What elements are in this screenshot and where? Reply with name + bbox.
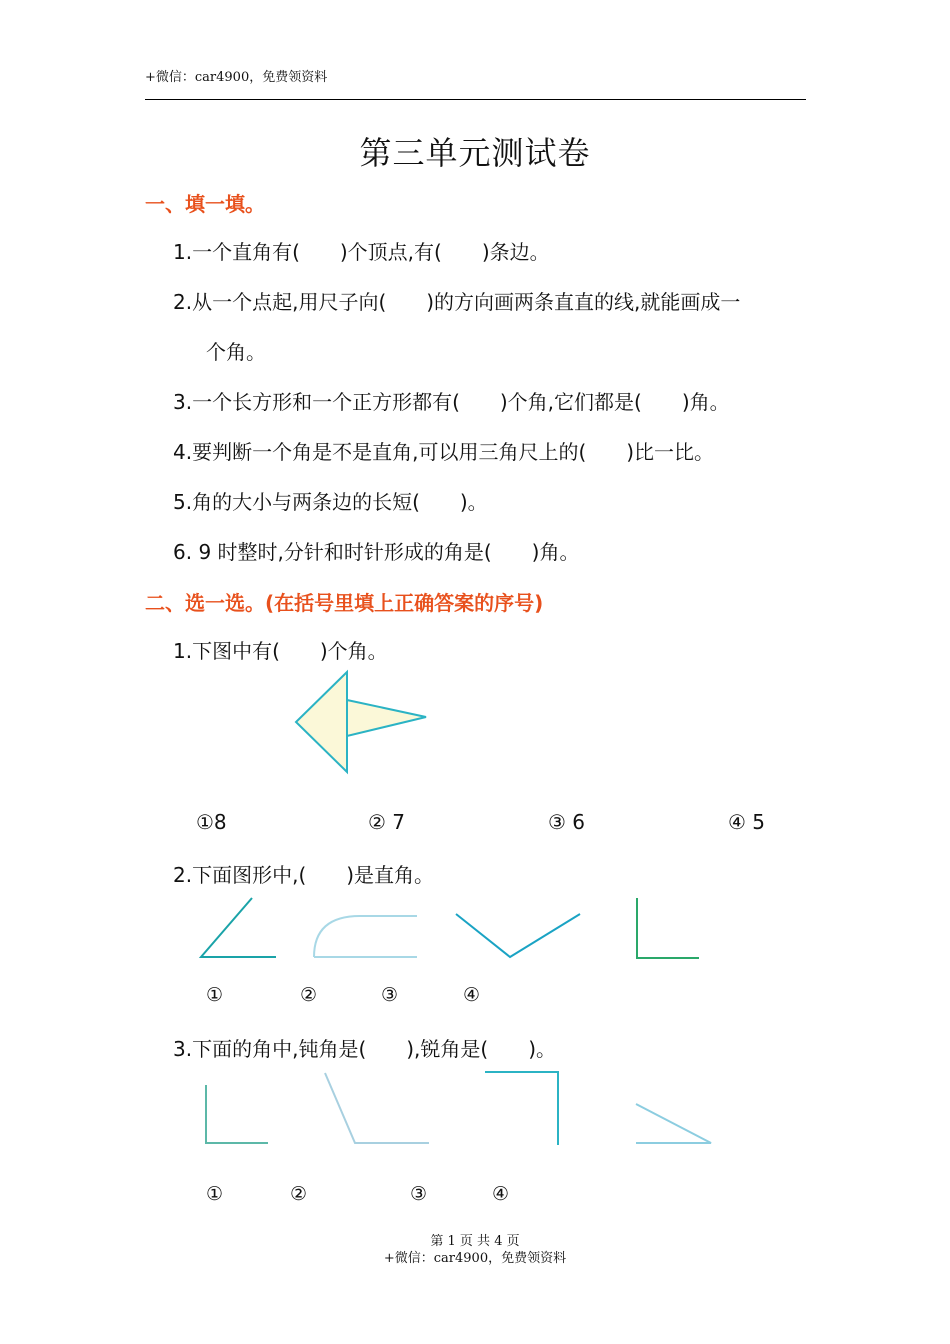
s2-question-1: 1.下图中有( )个角。 — [173, 639, 388, 663]
section2-heading: 二、选一选。(在括号里填上正确答案的序号) — [145, 591, 544, 615]
s1-question-1: 1.一个直角有( )个顶点,有( )条边。 — [173, 240, 550, 264]
s1-question-6: 6. 9 时整时,分针和时针形成的角是( )角。 — [173, 540, 580, 564]
q2-label-3: ③ — [381, 984, 399, 1006]
q3-label-4: ④ — [492, 1183, 510, 1205]
q3-angle-4 — [636, 1104, 711, 1143]
q3-label-2: ② — [290, 1183, 308, 1205]
s1-question-5: 5.角的大小与两条边的长短( )。 — [173, 490, 488, 514]
q3-angle-3 — [485, 1072, 558, 1145]
arrow-head-triangle — [296, 672, 347, 772]
q2-label-2: ② — [300, 984, 318, 1006]
q3-angle-1 — [206, 1085, 268, 1143]
footer-contact: +微信：car4900，免费领资料 — [383, 1251, 567, 1266]
q3-angle-2 — [325, 1073, 429, 1143]
s2-question-2: 2.下面图形中,( )是直角。 — [173, 863, 435, 887]
arrow-tail-triangle — [347, 700, 426, 736]
s1-question-2: 2.从一个点起,用尺子向( )的方向画两条直直的线,就能画成一 — [173, 290, 741, 314]
q2-label-4: ④ — [463, 984, 481, 1006]
q1-option-1: ①8 — [196, 810, 227, 834]
s2-question-3: 3.下面的角中,钝角是( ),锐角是( )。 — [173, 1037, 557, 1061]
q2-label-1: ① — [206, 984, 224, 1006]
q3-label-3: ③ — [410, 1183, 428, 1205]
q2-shape-2-curve — [314, 916, 417, 957]
footer-page-number: 第 1 页 共 4 页 — [430, 1234, 520, 1249]
header-contact: +微信：car4900，免费领资料 — [145, 70, 328, 85]
s1-question-2-cont: 个角。 — [206, 340, 266, 364]
page-title: 第三单元测试卷 — [359, 134, 591, 172]
q2-shape-3-vee — [456, 914, 580, 957]
section1-heading: 一、填一填。 — [145, 192, 265, 216]
s1-question-4: 4.要判断一个角是不是直角,可以用三角尺上的( )比一比。 — [173, 440, 715, 464]
q2-shape-4-right — [637, 898, 699, 958]
q2-shape-1-acute — [201, 898, 276, 957]
q1-option-3: ③ 6 — [548, 810, 586, 834]
q1-arrow-figure — [296, 672, 426, 772]
q1-option-2: ② 7 — [368, 810, 406, 834]
q1-option-4: ④ 5 — [728, 810, 766, 834]
s1-question-3: 3.一个长方形和一个正方形都有( )个角,它们都是( )角。 — [173, 390, 730, 414]
q3-label-1: ① — [206, 1183, 224, 1205]
